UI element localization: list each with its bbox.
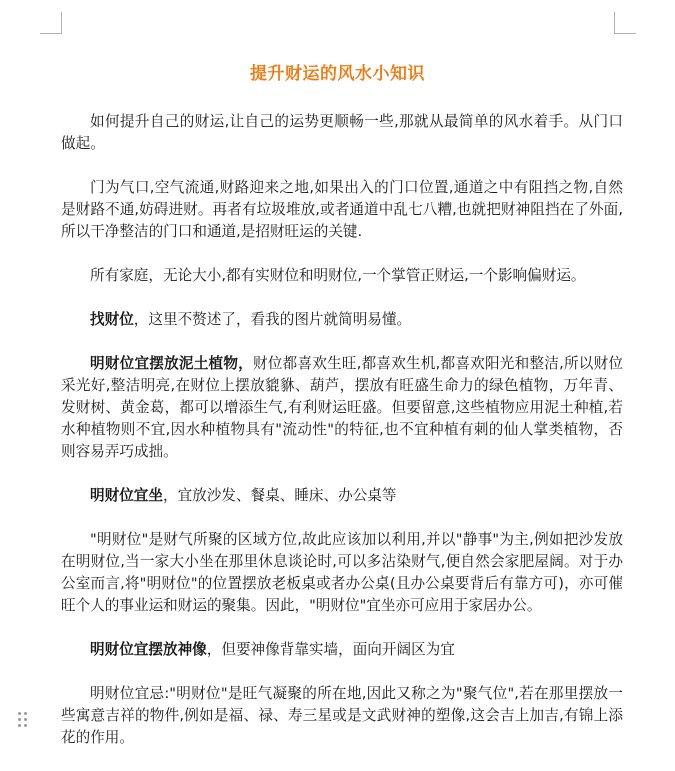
paragraph[interactable] xyxy=(61,265,623,287)
paragraph-text: ，这里不赘述了，看我的图片就简明易懂。 xyxy=(133,311,412,328)
paragraph-text: 明财位宜忌:"明财位"是旺气凝聚的所在地,因此又称之为"聚气位",若在那里摆放一些寓意吉祥的物件,例如是福、禄、寿三星或是文武财神的塑像,这会吉上加吉,有锦上添花的作用。 xyxy=(61,685,623,746)
drag-handle-dot xyxy=(18,712,21,715)
paragraph[interactable] xyxy=(61,529,623,617)
paragraph-bold-lead: 明财位宜坐 xyxy=(90,487,163,504)
paragraph[interactable] xyxy=(61,639,623,661)
paragraph-bold-lead: 明财位宜摆放神像 xyxy=(90,641,207,658)
paragraph-text: 如何提升自己的财运,让自己的运势更顺畅一些,那就从最简单的风水着手。从门口做起。 xyxy=(61,113,623,152)
document-body[interactable] xyxy=(61,111,623,771)
crop-mark-top-left-vertical xyxy=(61,12,62,34)
crop-mark-top-left-horizontal xyxy=(40,33,62,34)
paragraph-text: ，但要神像背靠实墙，面向开阔区为宜 xyxy=(206,641,455,658)
paragraph-bold-lead: 找财位 xyxy=(90,311,134,328)
paragraph-text: 所有家庭，无论大小,都有实财位和明财位,一个掌管正财运,一个影响偏财运。 xyxy=(90,267,586,284)
paragraph[interactable] xyxy=(61,353,623,463)
document-title[interactable]: 提升财运的风水小知识 xyxy=(250,64,425,84)
paragraph[interactable] xyxy=(61,177,623,243)
drag-handle-icon[interactable] xyxy=(18,712,30,728)
drag-handle-dot xyxy=(24,712,27,715)
paragraph[interactable] xyxy=(61,309,623,331)
crop-mark-top-right-horizontal xyxy=(614,33,636,34)
crop-mark-top-right-vertical xyxy=(614,12,615,34)
paragraph-text: 门为气口,空气流通,财路迎来之地,如果出入的门口位置,通道之中有阻挡之物,自然是财路不通,妨碍进财。再者有垃圾堆放,或者通道中乱七八糟,也就把财神阻挡在了外面,所以干净整洁的门口和通道,是招财旺运的关键. xyxy=(61,179,623,240)
paragraph[interactable] xyxy=(61,683,623,749)
paragraph[interactable] xyxy=(61,485,623,507)
paragraph-text: ，宜放沙发、餐桌、睡床、办公桌等 xyxy=(162,487,397,504)
paragraph-text: 财位都喜欢生旺,都喜欢生机,都喜欢阳光和整洁,所以财位采光好,整洁明亮,在财位上摆放貔貅、葫芦，摆放有旺盛生命力的绿色植物，万年青、发财树、黄金葛，都可以增添生气,有利财运旺盛。但要留意,这些植物应用泥土种植,若水种植物则不宜,因水种植物具有"流动性"的特征,也不宜种植有刺的仙人掌类植物，否则容易弄巧成拙。 xyxy=(61,355,623,460)
drag-handle-dot xyxy=(18,718,21,721)
paragraph-text: "明财位"是财气所聚的区域方位,故此应该加以利用,并以"静事"为主,例如把沙发放在明财位,当一家大小坐在那里休息谈论时,可以多沾染财气,便自然会家肥屋阔。对于办公室而言,将"明财位"的位置摆放老板桌或者办公桌(且办公桌要背后有靠方可)，亦可催旺个人的事业运和财运的聚集。因此，"明财位"宜坐亦可应用于家居办公。 xyxy=(61,531,623,614)
paragraph[interactable] xyxy=(61,111,623,155)
drag-handle-dot xyxy=(24,718,27,721)
drag-handle-dot xyxy=(24,724,27,727)
drag-handle-dot xyxy=(18,724,21,727)
paragraph-bold-lead: 明财位宜摆放泥土植物， xyxy=(90,355,253,372)
